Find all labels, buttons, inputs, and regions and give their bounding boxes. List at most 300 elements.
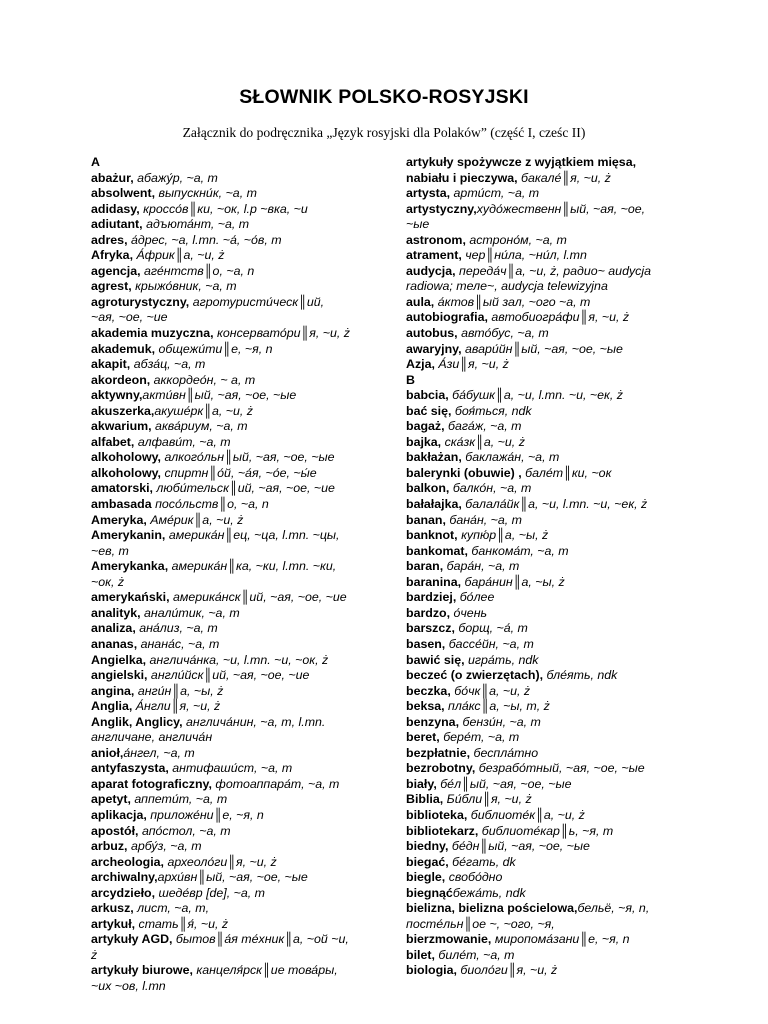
dictionary-entry	[91, 373, 391, 389]
entry-translation: англичане, англича́н	[91, 730, 213, 745]
entry-headword: bajka,	[406, 434, 442, 449]
entry-translation: борщ, ~а́, m	[454, 621, 528, 636]
dictionary-entry	[91, 668, 391, 684]
entry-translation: бензи́н, ~а, m	[459, 714, 541, 729]
entry-translation: а́дрес, ~а, l.mn. ~а́, ~о́в, m	[127, 232, 282, 247]
entry-headword: biegle,	[406, 870, 446, 885]
entry-headword: apetyt,	[91, 792, 131, 807]
entry-headword: arcydzieło,	[91, 885, 156, 900]
entry-translation: выпускни́к, ~а, m	[155, 186, 257, 201]
dictionary-column-right	[406, 155, 682, 979]
entry-headword: aktywny,	[91, 388, 143, 403]
dictionary-entry	[91, 792, 391, 808]
entry-translation: безрабо́тный, ~ая, ~ое, ~ые	[475, 761, 645, 776]
entry-headword: adiutant,	[91, 217, 143, 232]
entry-headword: agrest,	[91, 279, 132, 294]
entry-translation: общежи́ти║е, ~я, n	[155, 341, 273, 356]
entry-translation: спиртн║о́й, ~а́я, ~о́е, ~ы́е	[161, 465, 317, 480]
dictionary-entry	[91, 186, 391, 202]
entry-translation: аква́риум, ~а, m	[151, 419, 248, 434]
entry-headword: akademia muzyczna,	[91, 326, 214, 341]
entry-headword: astronom,	[406, 232, 466, 247]
dictionary-entry	[406, 435, 682, 451]
dictionary-entry	[406, 808, 682, 824]
dictionary-entry	[91, 497, 391, 513]
entry-translation: англича́нка, ~и, l.mn. ~и, ~ок, ż	[146, 652, 329, 667]
entry-headword: ananas,	[91, 636, 138, 651]
dictionary-column-left	[91, 155, 391, 995]
dictionary-entry	[406, 388, 682, 404]
dictionary-entry	[406, 637, 682, 653]
dictionary-entry	[406, 839, 682, 855]
entry-translation: Аме́рик║а, ~и, ż	[146, 512, 244, 527]
entry-headword: bardzo,	[406, 605, 451, 620]
dictionary-entry	[406, 963, 682, 979]
entry-headword: abażur,	[91, 170, 134, 185]
entry-translation: Би́бли║я, ~и, ż	[443, 792, 532, 807]
entry-headword: artykuły AGD,	[91, 932, 173, 947]
entry-headword: Biblia,	[406, 792, 444, 807]
dictionary-entry	[406, 590, 682, 606]
entry-translation: бере́т, ~а, m	[439, 730, 520, 745]
entry-translation: алфави́т, ~а, m	[134, 434, 231, 449]
dictionary-entry	[91, 777, 391, 793]
entry-headword: alkoholowy,	[91, 465, 161, 480]
entry-headword: awaryjny,	[406, 341, 462, 356]
entry-translation: канцеля́рск║ие това́ры,	[192, 963, 338, 978]
entry-translation: посте́льн║ое ~, ~ого, ~я,	[406, 916, 555, 931]
dictionary-entry	[406, 217, 682, 233]
entry-translation: англи́йск║ий, ~ая, ~ое, ~ие	[147, 668, 310, 683]
entry-headword: barszcz,	[406, 621, 455, 636]
entry-translation: арбу́з, ~а, m	[127, 839, 202, 854]
dictionary-entry	[91, 357, 391, 373]
dictionary-entry	[91, 435, 391, 451]
entry-headword: Amerykanka,	[91, 559, 169, 574]
dictionary-entry	[91, 699, 391, 715]
entry-headword: biedny,	[406, 839, 449, 854]
dictionary-entry	[406, 932, 682, 948]
dictionary-entry	[91, 590, 391, 606]
entry-headword: aula,	[406, 294, 435, 309]
dictionary-entry	[91, 171, 391, 187]
entry-translation: биоло́ги║я, ~и, ż	[456, 963, 558, 978]
entry-headword: baranina,	[406, 574, 462, 589]
entry-headword: banan,	[406, 512, 446, 527]
entry-translation: ~их ~ов, l.mn	[91, 978, 166, 993]
entry-translation: бо́чк║а, ~и, ż	[450, 683, 531, 698]
dictionary-entry	[406, 761, 682, 777]
dictionary-entry	[406, 481, 682, 497]
entry-headword: bibliotekarz,	[406, 823, 479, 838]
section-letter-text: A	[91, 155, 100, 169]
dictionary-entry	[406, 855, 682, 871]
dictionary-entry	[91, 544, 391, 560]
dictionary-entry	[406, 824, 682, 840]
entry-headword: Angielka,	[91, 652, 147, 667]
entry-translation: бе́дн║ый, ~ая, ~ое, ~ые	[448, 839, 590, 854]
page-title: SŁOWNIK POLSKO-ROSYJSKI	[239, 86, 529, 108]
entry-translation: бельё, ~я, n,	[577, 901, 650, 916]
dictionary-entry	[406, 342, 682, 358]
dictionary-entry	[406, 248, 682, 264]
entry-translation: бытов║а́я те́хник║а, ~ой ~и,	[172, 932, 349, 947]
dictionary-entry	[406, 357, 682, 373]
entry-translation: акуше́рк║а, ~и, ż	[154, 403, 253, 418]
entry-translation: аппети́т, ~а, m	[130, 792, 228, 807]
entry-headword: beczka,	[406, 683, 451, 698]
entry-translation: А́фрик║а, ~и, ż	[133, 248, 225, 263]
entry-translation: ~ев, m	[91, 543, 129, 558]
dictionary-entry	[406, 497, 682, 513]
dictionary-entry	[406, 559, 682, 575]
dictionary-entry	[406, 621, 682, 637]
entry-headword: balkon,	[406, 481, 450, 496]
dictionary-entry	[91, 917, 391, 933]
entry-headword: bałałajka,	[406, 497, 462, 512]
dictionary-entry	[406, 155, 682, 171]
entry-headword: angina,	[91, 683, 135, 698]
dictionary-entry	[406, 668, 682, 684]
entry-headword: Anglia,	[91, 699, 133, 714]
dictionary-entry	[91, 746, 391, 762]
entry-headword: absolwent,	[91, 186, 156, 201]
entry-headword: Azja,	[406, 357, 435, 372]
entry-headword: baran,	[406, 559, 444, 574]
dictionary-entry	[406, 202, 682, 218]
entry-headword: amerykański,	[91, 590, 170, 605]
entry-translation: а́нгел, ~а, m	[123, 745, 195, 760]
dictionary-entry	[91, 761, 391, 777]
dictionary-entry	[406, 295, 682, 311]
entry-translation: бана́н, ~а, m	[445, 512, 522, 527]
entry-translation: бо́лее	[456, 590, 495, 605]
entry-headword: artystyczny,	[406, 201, 477, 216]
entry-translation: америка́н║ка, ~ки, l.mn. ~ки,	[168, 559, 337, 574]
dictionary-entry	[91, 824, 391, 840]
entry-translation: шеде́вр [de], ~а, m	[155, 885, 265, 900]
entry-headword: babcia,	[406, 388, 449, 403]
entry-translation: переда́ч║а, ~и, ż, радио~ audycja	[455, 263, 651, 278]
entry-headword: bać się,	[406, 403, 452, 418]
entry-translation: крыжо́вник, ~а, m	[131, 279, 237, 294]
entry-translation: бле́ять, ndk	[543, 668, 618, 683]
entry-translation: худо́жественн║ый, ~ая, ~ое,	[476, 201, 646, 216]
entry-translation: ана́лиз, ~а, m	[135, 621, 218, 636]
dictionary-entry	[406, 746, 682, 762]
dictionary-entry	[406, 870, 682, 886]
entry-headword: atrament,	[406, 248, 462, 263]
dictionary-entry	[91, 979, 391, 995]
dictionary-entry	[406, 326, 682, 342]
entry-translation: бе́л║ый, ~ая, ~ое, ~ые	[436, 776, 572, 791]
entry-translation: археоло́ги║я, ~и, ż	[164, 854, 277, 869]
dictionary-entry	[91, 715, 391, 731]
dictionary-entry	[406, 917, 682, 933]
entry-translation: бара́н, ~а, m	[443, 559, 520, 574]
entry-translation: бакале́║я, ~и, ż	[517, 170, 611, 185]
entry-headword: analiza,	[91, 621, 136, 636]
entry-translation: бе́гать, dk	[448, 854, 516, 869]
entry-translation: беспла́тно	[470, 745, 539, 760]
entry-headword: biegać,	[406, 854, 449, 869]
entry-translation: астроно́м, ~а, m	[465, 232, 567, 247]
entry-headword: bilet,	[406, 947, 435, 962]
dictionary-entry	[91, 575, 391, 591]
entry-headword: aparat fotograficzny,	[91, 776, 212, 791]
entry-translation: ż	[91, 947, 98, 962]
entry-translation: кроссо́в║ки, ~ок, l.p ~вка, ~и	[139, 201, 308, 216]
entry-headword: biologia,	[406, 963, 457, 978]
dictionary-entry	[91, 870, 391, 886]
entry-translation: анана́с, ~а, m	[137, 636, 220, 651]
entry-translation: бара́нин║а, ~ы, ż	[461, 574, 565, 589]
entry-translation: америка́н║ец, ~ца, l.mn. ~цы,	[165, 528, 340, 543]
entry-translation: авари́йн║ый, ~ая, ~ое, ~ые	[461, 341, 623, 356]
entry-headword: akapit,	[91, 357, 131, 372]
entry-translation: америка́нск║ий, ~ая, ~ое, ~ие	[169, 590, 347, 605]
entry-headword: bakłażan,	[406, 450, 462, 465]
entry-headword: audycja,	[406, 263, 456, 278]
dictionary-entry	[406, 901, 682, 917]
dictionary-entry	[406, 233, 682, 249]
dictionary-entry	[91, 404, 391, 420]
entry-headword: akwarium,	[91, 419, 152, 434]
page-subtitle: Załącznik do podręcznika „Język rosyjski dla Polaków” (część I, cześc II)	[182, 125, 586, 140]
entry-headword: amatorski,	[91, 481, 153, 496]
entry-headword: alkoholowy,	[91, 450, 161, 465]
dictionary-entry	[91, 248, 391, 264]
entry-translation: radiowa; теле~, audycja telewizyjna	[406, 279, 608, 294]
entry-headword: beret,	[406, 730, 440, 745]
entry-headword: bezrobotny,	[406, 761, 476, 776]
dictionary-entry	[91, 932, 391, 948]
entry-translation: балала́йк║а, ~и, l.mn. ~и, ~ек, ż	[461, 497, 648, 512]
dictionary-entry	[91, 450, 391, 466]
dictionary-entry	[406, 575, 682, 591]
dictionary-entry	[91, 279, 391, 295]
entry-translation: автобиогра́фи║я, ~и, ż	[487, 310, 630, 325]
entry-translation: бежа́ть, ndk	[452, 885, 526, 900]
dictionary-entry	[91, 388, 391, 404]
entry-translation: ~ые	[406, 217, 430, 232]
entry-headword: artysta,	[406, 186, 451, 201]
dictionary-entry	[406, 948, 682, 964]
entry-translation: арти́ст, ~а, m	[450, 186, 540, 201]
entry-translation: игра́ть, ndk	[464, 652, 539, 667]
dictionary-entry	[406, 715, 682, 731]
entry-headword: akademuk,	[91, 341, 156, 356]
entry-headword: autobiografia,	[406, 310, 488, 325]
dictionary-entry	[406, 730, 682, 746]
entry-translation: миропома́зани║е, ~я, n	[491, 932, 630, 947]
entry-headword: basen,	[406, 636, 446, 651]
dictionary-entry	[91, 264, 391, 280]
entry-headword: anioł,	[91, 745, 124, 760]
entry-headword: Anglik, Anglicy,	[91, 714, 183, 729]
entry-translation: банкома́т, ~а, m	[467, 543, 569, 558]
entry-translation: боя́ться, ndk	[451, 403, 532, 418]
dictionary-entry	[91, 637, 391, 653]
entry-translation: алкого́льн║ый, ~ая, ~ое, ~ые	[161, 450, 335, 465]
dictionary-entry	[406, 404, 682, 420]
dictionary-entry	[406, 699, 682, 715]
entry-translation: англича́нин, ~а, m, l.mn.	[182, 714, 326, 729]
entry-headword: alfabet,	[91, 434, 135, 449]
entry-headword: biały,	[406, 776, 437, 791]
dictionary-entry	[91, 466, 391, 482]
entry-headword: agroturystyczny,	[91, 294, 190, 309]
entry-translation: анги́н║а, ~ы, ż	[134, 683, 224, 698]
dictionary-entry	[406, 528, 682, 544]
dictionary-entry	[406, 310, 682, 326]
entry-translation: А́зи║я, ~и, ż	[434, 357, 509, 372]
entry-translation: библиоте́к║а, ~и, ż	[467, 807, 585, 822]
entry-headword: balerynki (obuwie) ,	[406, 465, 522, 480]
entry-headword: ambasada	[91, 497, 152, 512]
entry-translation: консервато́ри║я, ~и, ż	[213, 326, 351, 341]
entry-headword: Amerykanin,	[91, 528, 166, 543]
dictionary-entry	[91, 886, 391, 902]
dictionary-entry	[91, 839, 391, 855]
dictionary-entry	[406, 513, 682, 529]
dictionary-entry	[406, 792, 682, 808]
entry-translation: приложе́ни║е, ~я, n	[146, 807, 264, 822]
entry-translation: ба́бушк║а, ~и, l.mn. ~и, ~ек, ż	[448, 388, 623, 403]
dictionary-entry	[91, 948, 391, 964]
dictionary-entry	[406, 466, 682, 482]
dictionary-entry	[91, 481, 391, 497]
entry-translation: стать║я́, ~и, ż	[135, 916, 229, 931]
entry-headword: agencja,	[91, 263, 141, 278]
dictionary-entry	[91, 233, 391, 249]
entry-headword: bezpłatnie,	[406, 745, 471, 760]
entry-translation: баклажа́н, ~а, m	[461, 450, 560, 465]
entry-translation: биле́т, ~а, m	[434, 947, 515, 962]
entry-translation: аккордео́н, ~ а, m	[150, 372, 256, 387]
entry-headword: archeologia,	[91, 854, 164, 869]
dictionary-entry	[406, 606, 682, 622]
entry-translation: абажу́р, ~а, m	[133, 170, 218, 185]
dictionary-entry	[91, 730, 391, 746]
entry-translation: чер║ни́ла, ~ни́л, l.mn	[461, 248, 587, 263]
entry-translation: ~ая, ~ое, ~ие	[91, 310, 168, 325]
dictionary-entry	[91, 808, 391, 824]
entry-translation: о́чень	[450, 605, 488, 620]
entry-headword: antyfaszysta,	[91, 761, 169, 776]
entry-translation: пла́кс║а, ~ы, m, ż	[444, 699, 550, 714]
dictionary-entry	[91, 901, 391, 917]
entry-headword: bierzmowanie,	[406, 932, 492, 947]
dictionary-entry	[406, 777, 682, 793]
entry-translation: посо́льств║о, ~а, n	[151, 497, 269, 512]
entry-headword: autobus,	[406, 326, 458, 341]
section-letter	[91, 155, 391, 171]
entry-translation: ~ок, ż	[91, 574, 125, 589]
section-letter	[406, 373, 682, 389]
dictionary-entry	[91, 217, 391, 233]
entry-headword: bankomat,	[406, 543, 468, 558]
dictionary-entry	[406, 544, 682, 560]
entry-translation: лист, ~а, m,	[133, 901, 210, 916]
entry-translation: фотоаппара́т, ~а, m	[211, 776, 340, 791]
dictionary-entry	[406, 653, 682, 669]
entry-headword: Afryka,	[91, 248, 134, 263]
entry-headword: biblioteka,	[406, 807, 468, 822]
dictionary-entry	[406, 279, 682, 295]
entry-headword: bawić się,	[406, 652, 465, 667]
entry-translation: анали́тик, ~а, m	[140, 605, 240, 620]
entry-headword: aplikacja,	[91, 807, 147, 822]
entry-translation: свобо́дно	[445, 870, 503, 885]
entry-translation: библиоте́кар║ь, ~я, m	[478, 823, 614, 838]
dictionary-entry	[91, 202, 391, 218]
entry-headword: angielski,	[91, 668, 148, 683]
dictionary-entry	[406, 419, 682, 435]
entry-translation: бага́ж, ~а, m	[444, 419, 522, 434]
entry-translation: агротуристи́ческ║ий,	[189, 294, 325, 309]
dictionary-entry	[91, 653, 391, 669]
entry-translation: бассе́йн, ~а, m	[445, 636, 534, 651]
entry-headword: Ameryka,	[91, 512, 147, 527]
entry-translation: апо́стол, ~а, m	[138, 823, 231, 838]
dictionary-entry	[91, 559, 391, 575]
dictionary-entry	[91, 528, 391, 544]
entry-headword: akordeon,	[91, 372, 151, 387]
dictionary-entry	[91, 342, 391, 358]
entry-headword: apostół,	[91, 823, 139, 838]
dictionary-entry	[406, 684, 682, 700]
entry-translation: архи́вн║ый, ~ая, ~ое, ~ые	[157, 870, 308, 885]
entry-translation: а́ктов║ый зал, ~ого ~а, m	[434, 294, 591, 309]
entry-headword: adres,	[91, 232, 128, 247]
entry-headword: bardziej,	[406, 590, 457, 605]
entry-headword: arbuz,	[91, 839, 128, 854]
dictionary-entry	[91, 963, 391, 979]
entry-translation: купю́р║а, ~ы, ż	[457, 528, 549, 543]
entry-translation: А́нгли║я, ~и, ż	[132, 699, 221, 714]
entry-headword: bagaż,	[406, 419, 445, 434]
dictionary-entry	[91, 606, 391, 622]
entry-translation: ска́зк║а, ~и, ż	[441, 434, 525, 449]
entry-headword: nabiału i pieczywa,	[406, 170, 518, 185]
entry-headword: adidasy,	[91, 201, 140, 216]
entry-headword: artykuł,	[91, 916, 136, 931]
entry-headword: bielizna, bielizna pościelowa,	[406, 901, 578, 916]
entry-translation: абза́ц, ~а, m	[130, 357, 206, 372]
entry-headword: beczeć (o zwierzętach),	[406, 668, 544, 683]
entry-translation: акти́вн║ый, ~ая, ~ое, ~ые	[142, 388, 297, 403]
dictionary-entry	[91, 295, 391, 311]
entry-headword: beksa,	[406, 699, 445, 714]
entry-translation: балко́н, ~а, m	[449, 481, 532, 496]
entry-translation: аге́нтств║о, ~а, n	[140, 263, 255, 278]
dictionary-entry	[91, 326, 391, 342]
entry-translation: авто́бус, ~а, m	[457, 326, 549, 341]
entry-headword: artykuły spożywcze z wyjątkiem mięsa,	[406, 155, 637, 169]
entry-translation: антифаши́ст, ~а, m	[168, 761, 293, 776]
dictionary-entry	[91, 621, 391, 637]
dictionary-entry	[406, 450, 682, 466]
dictionary-entry	[406, 186, 682, 202]
dictionary-entry	[91, 684, 391, 700]
entry-headword: banknot,	[406, 528, 458, 543]
entry-headword: arkusz,	[91, 901, 134, 916]
dictionary-entry	[91, 513, 391, 529]
entry-headword: akuszerka,	[91, 403, 155, 418]
entry-translation: адъюта́нт, ~а, m	[142, 217, 250, 232]
section-letter-text: B	[406, 372, 415, 387]
